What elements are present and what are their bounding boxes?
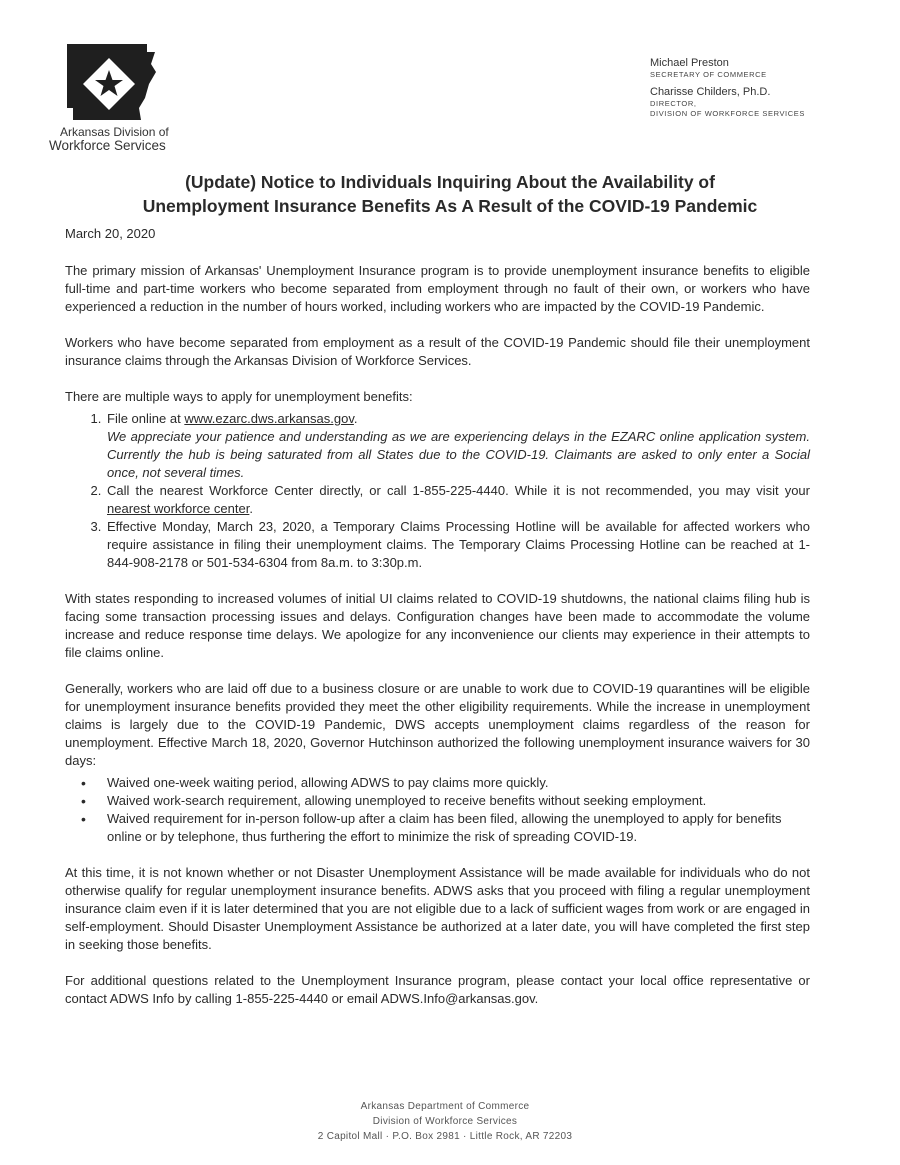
official-name: Charisse Childers, Ph.D. [650,86,771,98]
arkansas-state-star-icon [63,42,159,122]
officials-block [650,57,890,125]
paragraph-ways-intro: There are multiple ways to apply for unemployment benefits: [65,389,413,404]
list-item: • Waived work-search requirement, allowing unemployed to receive benefits without seeking employment. [105,792,810,810]
official-title: SECRETARY OF COMMERCE [650,70,767,79]
document-date: March 20, 2020 [65,226,156,241]
step-text: Effective Monday, March 23, 2020, a Temporary Claims Processing Hotline will be available for affected workers who require assistance in filing their unemployment claims. The Temporary Claims Processing Hotline can be reached at 1-844-908-2178 or 501-534-6304 from 8a.m. to 3:30p.m. [107,519,810,570]
step-text: File online at [107,411,185,426]
waivers-list [65,774,810,846]
title-line: (Update) Notice to Individuals Inquiring About the Availability of [185,172,715,192]
logo-text-line2: Workforce Services [49,138,166,153]
official-title: DIRECTOR, [650,99,697,108]
step-text: . [353,411,358,426]
list-item [105,482,810,518]
footer-line: 2 Capitol Mall · P.O. Box 2981 · Little Rock, AR 72203 [317,1131,573,1142]
document-body [65,262,810,1026]
official-title: DIVISION OF WORKFORCE SERVICES [650,109,805,118]
step-text: Call the nearest Workforce Center directly, or call 1-855-225-4440. While it is not recommended, you may visit your [107,483,810,498]
paragraph-filing: Workers who have become separated from employment as a result of the COVID-19 Pandemic should file their unemployment insurance claims through the Arkansas Division of Workforce Services. [65,335,810,368]
paragraph-eligibility: Generally, workers who are laid off due to a business closure or are unable to work due to COVID-19 quarantines will be eligible for unemployment insurance benefits provided they meet the other eligibility requirements. While the increase in unemployment claims is largely due to the COVID-19 Pandemic, DWS accepts unemployment claims regardless of the reason for unemployment. Effective March 18, 2020, Governor Hutchinson authorized the following unemployment insurance waivers for 30 days: [65,681,810,768]
list-item: • Waived requirement for in-person follow-up after a claim has been filed, allowing the unemployed to apply for benefits online or by telephone, thus furthering the effort to minimize the risk of spreading COVID-19. [105,810,810,846]
official-director [650,86,890,119]
paragraph-contact: For additional questions related to the Unemployment Insurance program, please contact your local office representative or contact ADWS Info by calling 1-855-225-4440 or email ADWS.Info@arkansas.gov. [65,973,810,1006]
paragraph-disaster-assistance: At this time, it is not known whether or not Disaster Unemployment Assistance will be made available for individuals who do not otherwise qualify for regular unemployment insurance benefits. ADWS asks that you proceed with filing a regular unemployment insurance claim even if it is later determined that you are not eligible due to a lack of sufficient wages from work or are engaged in self-employment. Should Disaster Unemployment Assistance be authorized at a later date, you will have completed the first step in seeking those benefits. [65,865,810,952]
logo-text-line1: Arkansas Division of [60,125,169,139]
ezarc-link[interactable]: www.ezarc.dws.arkansas.gov [184,411,354,426]
paragraph-mission: The primary mission of Arkansas' Unemployment Insurance program is to provide unemployment insurance benefits to eligible full-time and part-time workers who become separated from employment through no fault of their own, or workers who have experienced a reduction in the number of hours worked, including workers who are impacted by the COVID-19 Pandemic. [65,263,810,314]
application-steps-list [65,410,810,572]
official-name: Michael Preston [650,57,729,69]
paragraph-claims-hub: With states responding to increased volumes of initial UI claims related to COVID-19 shutdowns, the national claims filing hub is facing some transaction processing issues and delays. Configuration changes have been made to accommodate the volume increase and reduce response time delays. We apologize for any inconvenience our clients may experience in their attempts to file claims online. [65,591,810,660]
nearest-workforce-center-link[interactable]: nearest workforce center [107,501,250,516]
step-text: . [249,501,253,516]
delay-note: We appreciate your patience and understanding as we are experiencing delays in the EZARC online application system. Currently the hub is being saturated from all States due to the COVID-19. Claimants are asked to only enter a Social once, not several times. [107,429,810,480]
list-item: • Waived one-week waiting period, allowing ADWS to pay claims more quickly. [105,774,810,792]
document-title [80,170,820,218]
footer-line: Arkansas Department of Commerce [360,1101,530,1112]
official-secretary [650,57,890,80]
footer-line: Division of Workforce Services [372,1116,518,1127]
list-item [105,518,810,572]
agency-logo [46,42,176,153]
list-item [105,410,810,482]
footer-address [200,1099,690,1144]
title-line: Unemployment Insurance Benefits As A Result of the COVID-19 Pandemic [142,196,758,216]
